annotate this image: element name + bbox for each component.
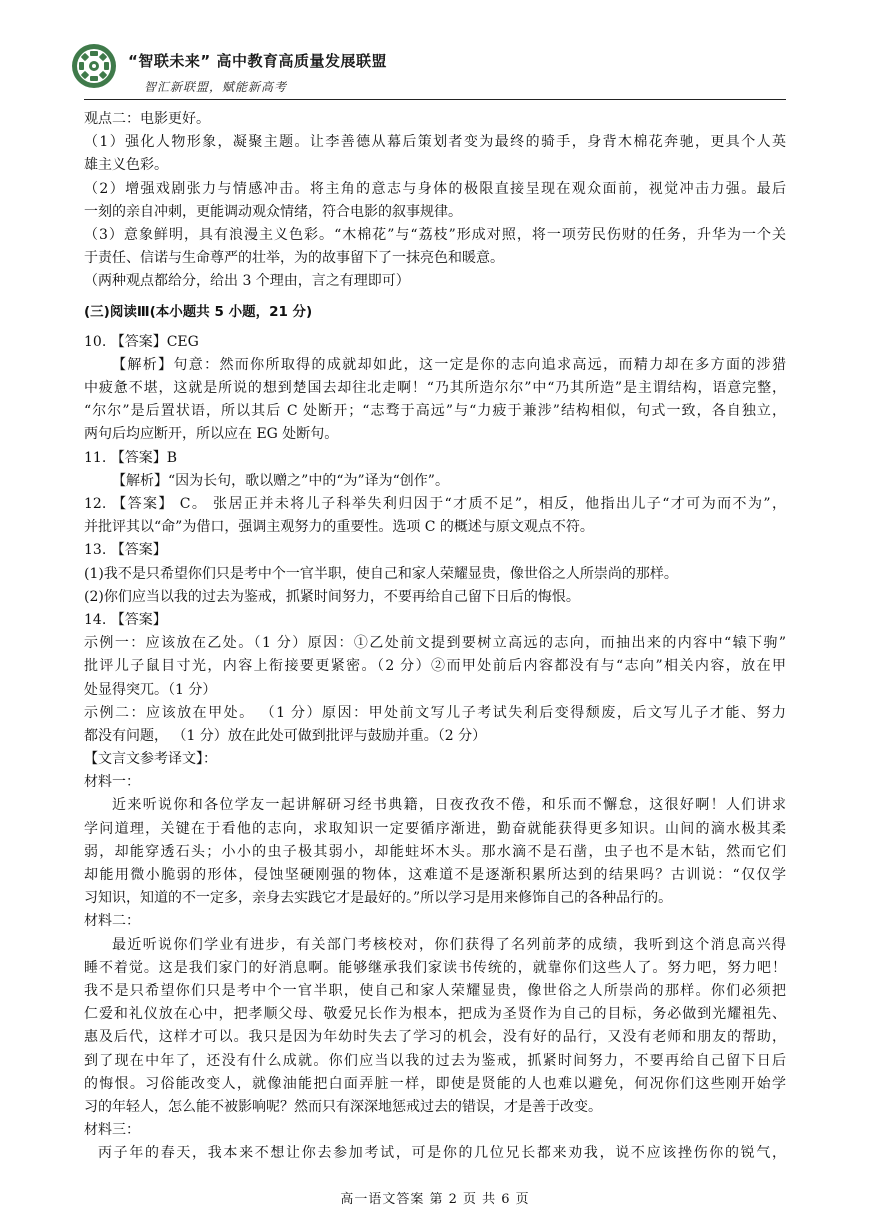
text-line: 于责任、信诺与生命尊严的壮举，为的故事留下了一抹亮色和暖意。: [84, 250, 504, 267]
org-slogan: 智汇新联盟，赋能新高考: [144, 80, 288, 94]
text-line: 习的年轻人，怎么能不被影响呢？然而只有深深地惩戒过去的错误，才是善于改变。: [84, 1098, 602, 1115]
text-line: 学问道理，关键在于看他的志向，求取知识一定要循序渐进，勤奋就能获得更多知识。山间的滴水极其柔: [84, 820, 786, 837]
text-line: 并批评其以“命”为借口，强调主观努力的重要性。选项 C 的概述与原文观点不符。: [84, 519, 594, 536]
text-line: 习知识，知道的不一定多，亲身去实践它才是最好的。”所以学习是用来修饰自己的各种品行的。: [84, 890, 673, 907]
text-line: 10. 【答案】CEG: [84, 333, 199, 350]
text-line: （两种观点都给分，给出 3 个理由，言之有理即可）: [84, 273, 410, 290]
text-line: （3）意象鲜明，具有浪漫主义色彩。“木棉花”与“荔枝”形成对照，将一项劳民伤财的任务，升华为一个关: [84, 226, 786, 243]
text-line: （1）强化人物形象，凝聚主题。让李善德从幕后策划者变为最终的骑手，身背木棉花奔驰，更具个人英: [84, 134, 786, 151]
text-line: “尔尔”是后置状语，所以其后 C 处断开；“志骛于高远”与“力疲于兼涉”结构相似，句式一致，各自独立，: [84, 403, 786, 420]
text-line: 的悔恨。习俗能改变人，就像油能把白面弄脏一样，即使是贤能的人也难以避免，何况你们这些刚开始学: [84, 1075, 786, 1092]
text-line: (三)阅读Ⅲ(本小题共 5 小题，21 分): [84, 303, 313, 320]
text-line: 【解析】“因为长句，歌以赠之”中的“为”译为“创作”。: [112, 472, 449, 489]
text-line: 都没有问题， （1 分）放在此处可做到批评与鼓励并重。（2 分）: [84, 727, 487, 744]
text-line: 示例二：应该放在甲处。 （1 分）原因：甲处前文写儿子考试失利后变得颓废，后文写儿子才能、努力: [84, 704, 786, 721]
text-line: 示例一：应该放在乙处。（1 分）原因：①乙处前文提到要树立高远的志向，而抽出来的内容中“辕下驹”: [84, 635, 786, 652]
text-line: 【解析】句意：然而你所取得的成就却如此，这一定是你的志向追求高远，而精力却在多方面的涉猎: [112, 356, 786, 373]
text-line: 观点二：电影更好。: [84, 111, 210, 127]
text-line: 惠及后代，这样才可以。我只是因为年幼时失去了学习的机会，没有好的品行，又没有老师和朋友的帮助，: [84, 1029, 786, 1046]
org-name: “智联未来” 高中教育高质量发展联盟: [128, 52, 387, 70]
text-line: 睡不着觉。这是我们家门的好消息啊。能够继承我们家读书传统的，就靠你们这些人了。努力吧，努力吧！: [84, 959, 786, 976]
text-line: （2）增强戏剧张力与情感冲击。将主角的意志与身体的极限直接呈现在观众面前，视觉冲击力强。最后: [84, 180, 786, 197]
text-line: 批评儿子鼠目寸光，内容上衔接要更紧密。（2 分）②而甲处前后内容都没有与“志向”相关内容，放在甲: [84, 658, 786, 675]
alliance-logo-icon: [70, 42, 118, 90]
text-line: 【文言文参考译文】：: [84, 751, 217, 768]
text-line: 13. 【答案】: [84, 542, 167, 559]
text-line: 材料一：: [84, 774, 140, 791]
text-line: 12. 【答案】 C。 张居正并未将儿子科举失利归因于“才质不足”，相反，他指出儿子“才可为而不为”，: [84, 496, 786, 512]
page-header: [70, 38, 786, 98]
text-line: 最近听说你们学业有进步，有关部门考核校对，你们获得了名列前茅的成绩，我听到这个消息高兴得: [112, 936, 786, 953]
text-line: 弱，却能穿透石头；小小的虫子极其弱小，却能蛀坏木头。那水滴不是石凿，虫子也不是木钻，然而它们: [84, 843, 786, 860]
text-line: (2)你们应当以我的过去为鉴戒，抓紧时间努力，不要再给自己留下日后的悔恨。: [84, 588, 580, 605]
text-line: 材料二：: [84, 913, 140, 930]
page-footer: 高一语文答案 第 2 页 共 6 页: [340, 1192, 530, 1207]
text-line: 丙子年的春天，我本来不想让你去参加考试，可是你的几位兄长都来劝我，说不应该挫伤你的锐气，: [98, 1145, 786, 1162]
text-line: 我不是只希望你们只是考中个一官半职，使自己和家人荣耀显贵，像世俗之人所崇尚的那样。你们必须把: [84, 982, 786, 999]
text-line: (1)我不是只希望你们只是考中个一官半职，使自己和家人荣耀显贵，像世俗之人所崇尚的那样。: [84, 565, 678, 582]
text-line: 近来听说你和各位学友一起讲解研习经书典籍，日夜孜孜不倦，和乐而不懈怠，这很好啊！人们讲求: [112, 797, 786, 814]
text-line: 到了现在中年了，还没有什么成就。你们应当以我的过去为鉴戒，抓紧时间努力，不要再给自己留下日后: [84, 1052, 786, 1069]
text-line: 11. 【答案】B: [84, 449, 178, 466]
text-line: 中疲惫不堪，这就是所说的想到楚国去却往北走啊！“乃其所造尔尔”中“乃其所造”是主谓结构，语意完整，: [84, 380, 786, 397]
answer-content: [84, 108, 786, 1165]
text-line: 14. 【答案】: [84, 611, 167, 628]
text-line: 雄主义色彩。: [84, 157, 168, 174]
text-line: 两句后均应断开，所以应在 EG 处断句。: [84, 426, 339, 443]
text-line: 材料三：: [84, 1122, 140, 1139]
text-line: 却能用微小脆弱的形体，侵蚀坚硬刚强的物体，这难道不是逐渐积累所达到的结果吗？古训说：“仅仅学: [84, 867, 786, 883]
text-line: 一刻的亲自冲刺，更能调动观众情绪，符合电影的叙事规律。: [84, 203, 462, 220]
header-divider: [84, 99, 786, 100]
text-line: 仁爱和礼仪放在心中，把孝顺父母、敬爱兄长作为根本，把成为圣贤作为自己的目标，务必做到光耀祖先、: [84, 1006, 786, 1023]
text-line: 处显得突兀。（1 分）: [84, 681, 217, 698]
